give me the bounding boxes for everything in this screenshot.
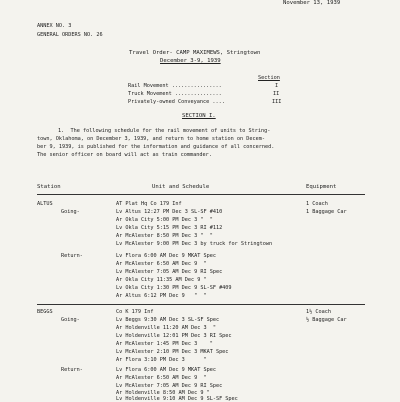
schedule-line: Ar Altus 6:12 PM Dec 9 " " [116,293,207,299]
schedule-line: Ar McAlester 1:45 PM Dec 3 " [116,341,213,347]
schedule-line: Ar Holdenville 8:50 AM Dec 9 " [116,390,210,396]
schedule-line: Lv McAlester 7:05 AM Dec 9 RI Spec [116,383,223,389]
toc-item-number: III [272,99,282,105]
schedule-line: Lv Flora 6:00 AM Dec 9 MKAT Spec [116,367,216,373]
toc-section-header: Section [258,75,280,81]
station-divider [37,304,365,305]
equipment-item: ½ Baggage Car [306,317,347,323]
equipment-item: 1 Baggage Car [306,209,347,215]
header-rule [37,194,365,195]
schedule-line: Ar Flora 3:10 PM Dec 3 " [116,357,207,363]
station-name: ALTUS [37,201,53,207]
column-header-station: Station [37,184,61,190]
schedule-line: Lv Okla City 5:15 PM Dec 3 RI #112 [116,225,223,231]
schedule-line: Ar Holdenville 11:20 AM Dec 3 " [116,325,216,331]
schedule-line: Lv Holdenville 12:01 PM Dec 3 RI Spec [116,333,232,339]
schedule-line: Lv Flora 6:00 AM Dec 9 MKAT Spec [116,253,216,259]
section-heading: SECTION I. [182,113,216,119]
return-label: Return- [61,367,83,373]
paragraph-line: 1. The following schedule for the rail movement of units to String- [58,128,271,134]
schedule-line: Ar McAlester 6:50 AM Dec 9 " [116,261,207,267]
schedule-line: Ar McAlester 6:50 AM Dec 9 " [116,375,207,381]
schedule-line: Ar Okla City 11:35 AM Dec 9 " [116,277,207,283]
travel-order-title: Travel Order- CAMP MAXIMEWS, Stringtown [129,50,261,56]
toc-item-label: Rail Movement ................ [128,83,222,89]
paragraph-line: ber 9, 1939, is published for the information and guidance of all concerned. [37,144,275,150]
column-header-unit: Unit and Schedule [152,184,210,190]
schedule-line: Lv McAlester 9:00 PM Dec 3 by truck for Stringtown [116,241,273,247]
toc-item-number: I [275,83,279,89]
schedule-line: Lv Okla City 1:30 PM Dec 9 SL-SF #409 [116,285,232,291]
schedule-line: Lv Altus 12:27 PM Dec 3 SL-SF #410 [116,209,223,215]
unit-name: AT Plat Hq Co 179 Inf [116,201,182,207]
schedule-line: Lv McAlester 7:05 AM Dec 9 RI Spec [116,269,223,275]
unit-name: Co K 179 Inf [116,309,154,315]
toc-item-number: II [273,91,280,97]
schedule-line: Ar McAlester 8:50 PM Dec 3 " " [116,233,213,239]
paragraph-line: The senior officer on board will act as train commander. [37,152,212,158]
paragraph-line: town, Oklahoma, on December 3, 1939, and return to home station on Decem- [37,136,265,142]
going-label: Going- [61,317,80,323]
schedule-line: Lv McAlester 2:10 PM Dec 3 MKAT Spec [116,349,229,355]
schedule-line: Ar Okla City 5:00 PM Dec 3 " " [116,217,213,223]
toc-item-label: Truck Movement ............... [128,91,222,97]
general-orders-number: GENERAL ORDERS NO. 26 [37,32,103,38]
travel-order-dates: December 3-9, 1939 [160,58,221,64]
top-date: November 13, 1939 [283,0,341,6]
equipment-item: 1½ Coach [306,309,331,315]
toc-item-label: Privately-owned Conveyance .... [128,99,225,105]
equipment-item: 1 Coach [306,201,328,207]
column-header-equipment: Equipment [306,184,337,190]
return-label: Return- [61,253,83,259]
going-label: Going- [61,209,80,215]
schedule-line: Lv Beggs 9:30 AM Dec 3 SL-SF Spec [116,317,220,323]
schedule-line: Lv Holdenville 9:10 AM Dec 9 SL-SF Spec [116,396,238,402]
station-name: BEGGS [37,309,53,315]
annex-number: ANNEX NO. 3 [37,23,72,29]
